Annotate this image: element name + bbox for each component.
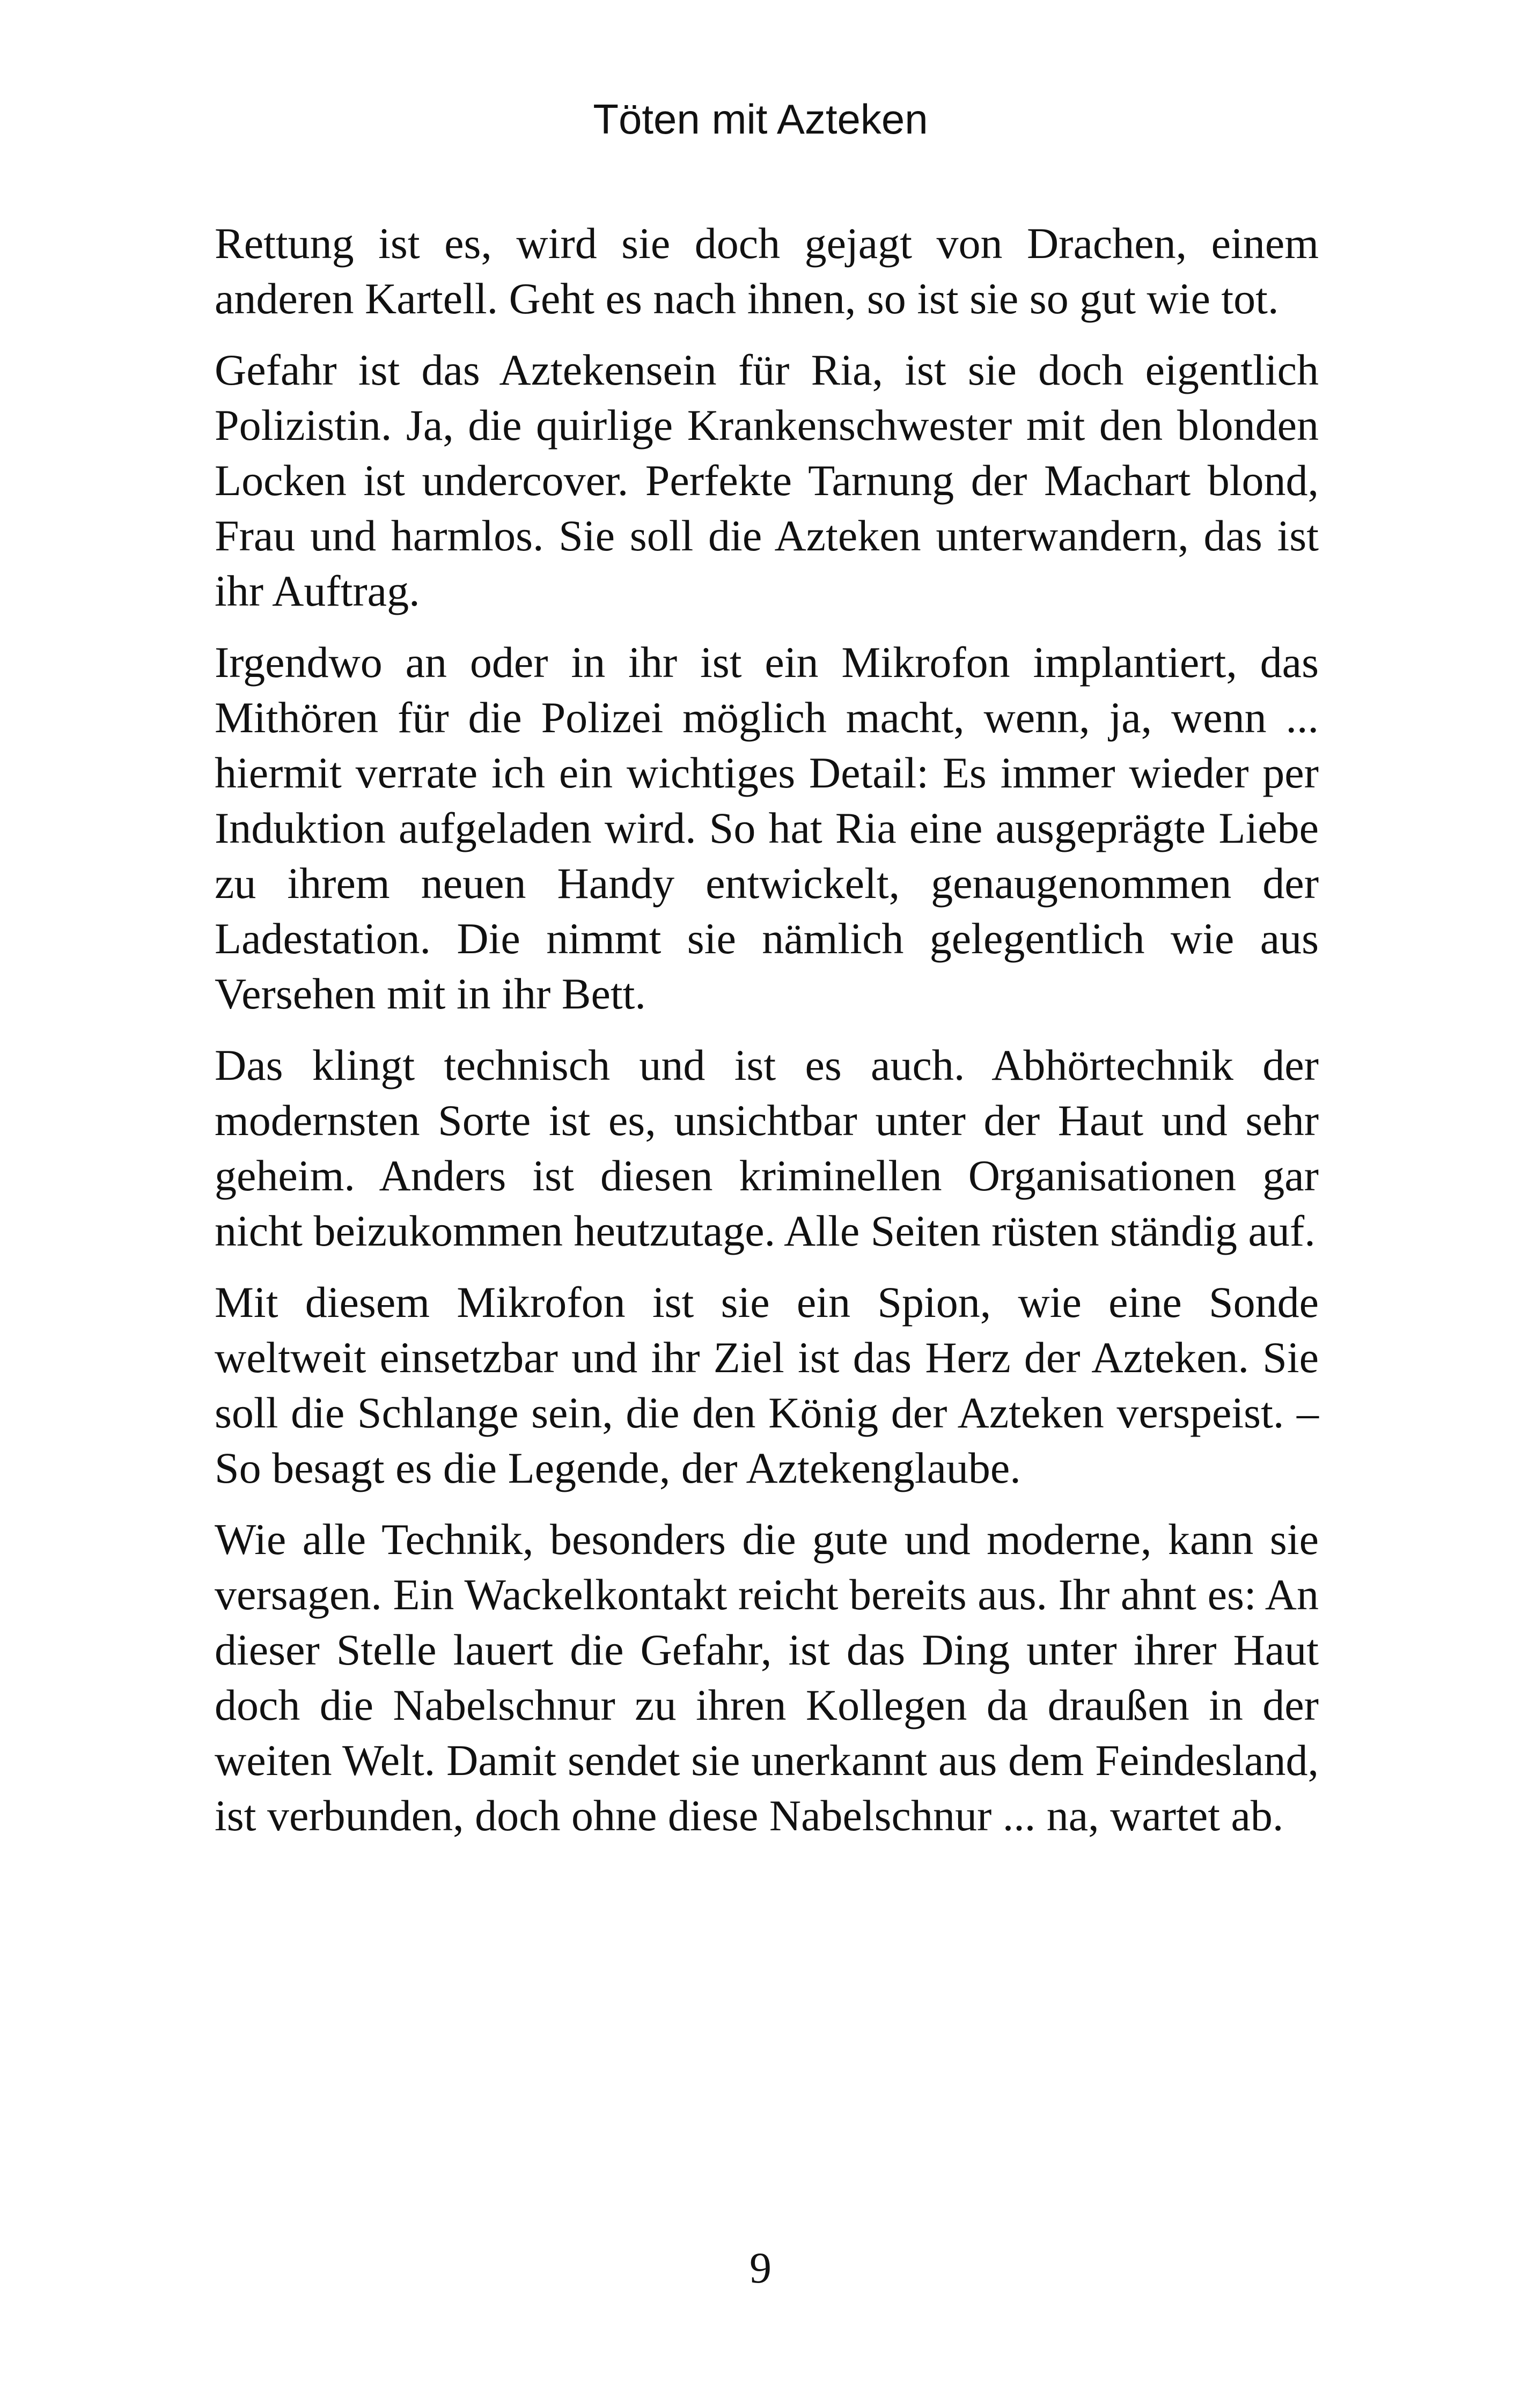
paragraph: Das klingt technisch und ist es auch. Abhörtechnik der modernsten Sorte ist es, unsichtbar unter der Haut und sehr geheim. Anders ist diesen kriminellen Organisationen gar nicht beizukommen heutzutage. Alle Seiten rüsten ständig auf. — [215, 1041, 1319, 1255]
paragraph: Irgendwo an oder in ihr ist ein Mikrofon implantiert, das Mithören für die Polizei möglich macht, wenn, ja, wenn ... hiermit verrate ich ein wichtiges Detail: Es immer wieder per Induktion aufgeladen wird. So hat Ria eine ausgeprägte Liebe zu ihrem neuen Handy entwickelt, genaugenommen der Ladestation. Die nimmt sie nämlich gelegentlich wie aus Versehen mit in ihr Bett. — [215, 638, 1319, 1018]
paragraph: Wie alle Technik, besonders die gute und moderne, kann sie versagen. Ein Wackelkontakt reicht bereits aus. Ihr ahnt es: An dieser Stelle lauert die Gefahr, ist das Ding unter ihrer Haut doch die Nabelschnur zu ihren Kollegen da draußen in der weiten Welt. Damit sendet sie unerkannt aus dem Feindesland, ist verbunden, doch ohne diese Nabelschnur ... na, wartet ab. — [215, 1515, 1319, 1840]
page-number: 9 — [750, 2243, 771, 2292]
paragraph: Gefahr ist das Aztekensein für Ria, ist sie doch eigentlich Polizistin. Ja, die quirlige Krankenschwester mit den blonden Locken ist undercover. Perfekte Tarnung der Machart blond, Frau und harmlos. Sie soll die Azteken unterwandern, das ist ihr Auftrag. — [215, 345, 1319, 615]
paragraph: Rettung ist es, wird sie doch gejagt von Drachen, einem anderen Kartell. Geht es nach ihnen, so ist sie so gut wie tot. — [215, 219, 1319, 323]
body-text — [215, 216, 1319, 1859]
running-header-title: Töten mit Azteken — [593, 95, 928, 143]
paragraph: Mit diesem Mikrofon ist sie ein Spion, wie eine Sonde weltweit einsetzbar und ihr Ziel ist das Herz der Azteken. Sie soll die Schlange sein, die den König der Azteken verspeist. – So besagt es die Legende, der Aztekenglaube. — [215, 1278, 1319, 1492]
